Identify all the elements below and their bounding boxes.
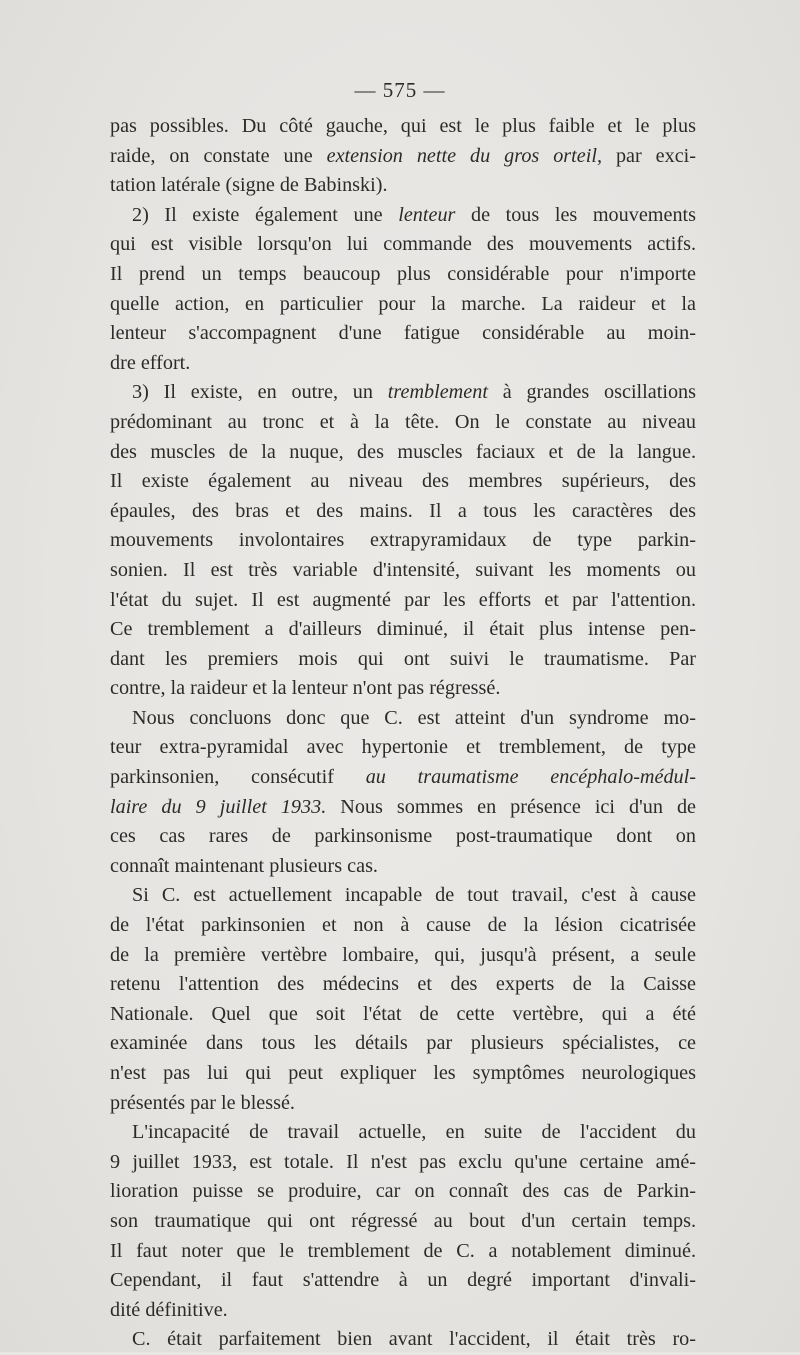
text-line bbox=[110, 556, 696, 586]
text-line bbox=[110, 408, 696, 438]
text-line bbox=[110, 526, 696, 556]
text-line bbox=[110, 733, 696, 763]
text-segment: dité définitive. bbox=[110, 1298, 228, 1321]
text-segment: 2) Il existe également une bbox=[132, 203, 399, 226]
text-segment: teur extra-pyramidal avec hypertonie et tremblement, de type bbox=[110, 736, 696, 759]
text-line bbox=[110, 704, 696, 734]
text-segment: Nous sommes en présence ici d'un de bbox=[326, 795, 696, 818]
text-line bbox=[110, 1148, 696, 1178]
text-line bbox=[110, 438, 696, 468]
text-segment: des muscles de la nuque, des muscles faciaux et de la langue. bbox=[110, 440, 696, 463]
text-line bbox=[110, 615, 696, 645]
text-line bbox=[110, 1089, 696, 1119]
text-segment: Nous concluons donc que C. est atteint d'un syndrome mo- bbox=[132, 706, 696, 729]
text-segment: connaît maintenant plusieurs cas. bbox=[110, 854, 378, 877]
text-line bbox=[110, 201, 696, 231]
italic-text: extension nette du gros orteil, bbox=[326, 144, 602, 167]
text-segment: ces cas rares de parkinsonisme post-traumatique dont on bbox=[110, 825, 696, 848]
text-segment: C. était parfaitement bien avant l'accident, il était très ro- bbox=[132, 1328, 696, 1351]
text-line bbox=[110, 674, 696, 704]
text-line bbox=[110, 1325, 696, 1355]
text-segment: l'état du sujet. Il est augmenté par les efforts et par l'attention. bbox=[110, 588, 696, 611]
text-segment: lioration puisse se produire, car on connaît des cas de Parkin- bbox=[110, 1180, 696, 1203]
text-segment: mouvements involontaires extrapyramidaux de type parkin- bbox=[110, 529, 696, 552]
text-line bbox=[110, 378, 696, 408]
text-line bbox=[110, 970, 696, 1000]
text-line bbox=[110, 763, 696, 793]
text-segment: Cependant, il faut s'attendre à un degré important d'invali- bbox=[110, 1269, 696, 1292]
text-line bbox=[110, 1266, 696, 1296]
text-segment: parkinsonien, consécutif bbox=[110, 766, 366, 789]
text-segment: sonien. Il est très variable d'intensité, suivant les moments ou bbox=[110, 558, 696, 581]
text-line bbox=[110, 1237, 696, 1267]
text-line bbox=[110, 911, 696, 941]
text-line bbox=[110, 230, 696, 260]
text-segment: n'est pas lui qui peut expliquer les symptômes neurologiques bbox=[110, 1062, 696, 1084]
text-line bbox=[110, 1000, 696, 1030]
italic-text: lenteur bbox=[398, 203, 456, 226]
text-segment: épaules, des bras et des mains. Il a tous les caractères des bbox=[110, 499, 696, 522]
text-segment: quelle action, en particulier pour la marche. La raideur et la bbox=[110, 292, 696, 315]
text-segment: 3) Il existe, en outre, un bbox=[132, 381, 388, 404]
text-segment: raide, on constate une bbox=[110, 144, 327, 167]
text-line bbox=[110, 319, 696, 349]
text-line bbox=[110, 1029, 696, 1059]
text-segment: 9 juillet 1933, est totale. Il n'est pas exclu qu'une certaine amé- bbox=[110, 1150, 696, 1173]
text-segment: Il prend un temps beaucoup plus considérable pour n'importe bbox=[110, 262, 696, 285]
text-segment: de tous les mouvements bbox=[455, 203, 697, 226]
text-line bbox=[110, 822, 696, 852]
text-line bbox=[110, 941, 696, 971]
text-line bbox=[110, 1296, 696, 1326]
text-segment: dant les premiers mois qui ont suivi le traumatisme. Par bbox=[110, 647, 696, 670]
text-segment: qui est visible lorsqu'on lui commande des mouvements actifs. bbox=[110, 233, 696, 256]
text-line bbox=[110, 1207, 696, 1237]
text-segment: Nationale. Quel que soit l'état de cette vertèbre, qui a été bbox=[110, 1002, 696, 1025]
text-segment: présentés par le blessé. bbox=[110, 1091, 295, 1114]
text-segment: contre, la raideur et la lenteur n'ont pas régressé. bbox=[110, 677, 501, 700]
text-line bbox=[110, 142, 696, 172]
text-line bbox=[110, 881, 696, 911]
text-line bbox=[110, 467, 696, 497]
text-segment: Il existe également au niveau des membres supérieurs, des bbox=[110, 470, 696, 493]
text-line bbox=[110, 793, 696, 823]
text-segment: de l'état parkinsonien et non à cause de la lésion cicatrisée bbox=[110, 914, 696, 937]
text-line bbox=[110, 290, 696, 320]
italic-text: tremblement bbox=[387, 381, 488, 404]
text-segment: L'incapacité de travail actuelle, en suite de l'accident du bbox=[132, 1121, 696, 1144]
text-line bbox=[110, 586, 696, 616]
text-segment: lenteur s'accompagnent d'une fatigue considérable au moin- bbox=[110, 322, 696, 345]
text-segment: par exci- bbox=[602, 144, 697, 167]
text-segment: Il faut noter que le tremblement de C. a notablement diminué. bbox=[110, 1239, 696, 1262]
text-segment: examinée dans tous les détails par plusieurs spécialistes, ce bbox=[110, 1032, 696, 1055]
text-segment: pas possibles. Du côté gauche, qui est le plus faible et le plus bbox=[110, 115, 696, 137]
text-line bbox=[110, 349, 696, 379]
text-segment: tation latérale (signe de Babinski). bbox=[110, 174, 388, 197]
text-segment: Ce tremblement a d'ailleurs diminué, il était plus intense pen- bbox=[110, 618, 696, 641]
text-segment: à grandes oscillations bbox=[487, 381, 696, 404]
text-segment: de la première vertèbre lombaire, qui, jusqu'à présent, a seule bbox=[110, 943, 696, 966]
text-line bbox=[110, 497, 696, 527]
text-line bbox=[110, 260, 696, 290]
text-line bbox=[110, 1177, 696, 1207]
text-line bbox=[110, 112, 696, 142]
text-line bbox=[110, 645, 696, 675]
text-line bbox=[110, 1118, 696, 1148]
text-line bbox=[110, 852, 696, 882]
page-number: — 575 — bbox=[354, 78, 446, 102]
italic-text: au traumatisme encéphalo-médul- bbox=[365, 766, 696, 789]
text-segment: dre effort. bbox=[110, 351, 191, 374]
text-line bbox=[110, 1059, 696, 1089]
body-text bbox=[110, 112, 696, 1355]
text-segment: son traumatique qui ont régressé au bout d'un certain temps. bbox=[110, 1209, 696, 1232]
italic-text: laire du 9 juillet 1933. bbox=[110, 795, 327, 818]
text-segment: prédominant au tronc et à la tête. On le constate au niveau bbox=[110, 410, 696, 433]
text-segment: retenu l'attention des médecins et des experts de la Caisse bbox=[110, 973, 696, 996]
text-segment: Si C. est actuellement incapable de tout travail, c'est à cause bbox=[132, 884, 696, 907]
text-line bbox=[110, 171, 696, 201]
